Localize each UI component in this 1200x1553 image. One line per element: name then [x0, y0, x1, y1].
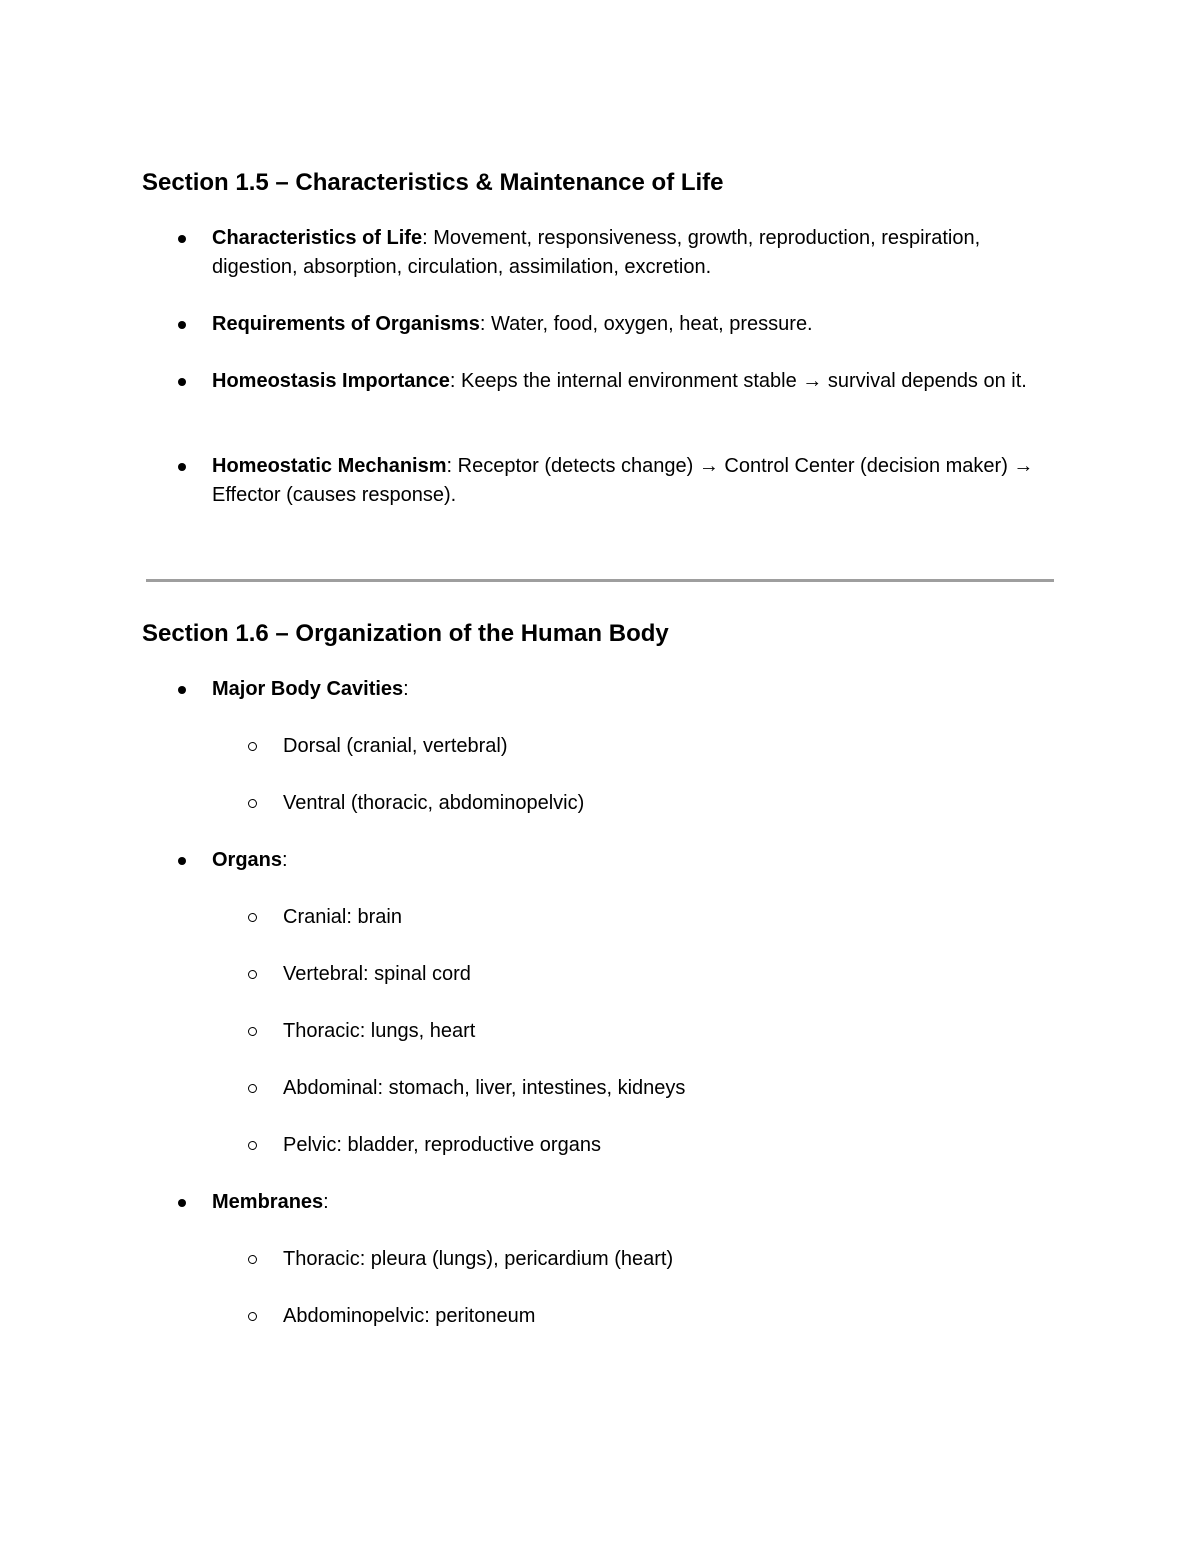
section-1-5-title: Section 1.5 – Characteristics & Maintenance of Life	[142, 169, 724, 196]
list-item-membranes	[212, 1188, 1062, 1217]
sub-item-text: Vertebral: spinal cord	[283, 963, 471, 985]
item-label: Organs	[212, 849, 283, 871]
item-label: Homeostatic Mechanism	[212, 455, 447, 477]
sub-item-text: Dorsal (cranial, vertebral)	[283, 735, 508, 757]
item-text: : Water, food, oxygen, heat, pressure.	[479, 313, 813, 335]
list-item-requirements-of-organisms	[212, 310, 1062, 339]
bullet-icon	[178, 463, 186, 471]
sub-item-abdominal	[283, 1074, 1083, 1103]
sub-item-cranial	[283, 903, 1083, 932]
section-1-6-title: Section 1.6 – Organization of the Human Body	[142, 620, 669, 647]
item-label: Characteristics of Life	[212, 227, 423, 249]
bullet-icon	[178, 235, 186, 243]
item-label: Requirements of Organisms	[212, 313, 480, 335]
item-text: : Receptor (detects change) → Control Center (decision maker) → Effector (causes response).	[212, 455, 1034, 506]
list-item-major-body-cavities	[212, 675, 1062, 704]
hollow-bullet-icon	[248, 1312, 257, 1321]
hollow-bullet-icon	[248, 1084, 257, 1093]
sub-item-ventral	[283, 789, 1083, 818]
sub-item-dorsal	[283, 732, 1083, 761]
bullet-icon	[178, 321, 186, 329]
hollow-bullet-icon	[248, 970, 257, 979]
item-label: Major Body Cavities	[212, 678, 404, 700]
sub-item-text: Pelvic: bladder, reproductive organs	[283, 1134, 601, 1156]
item-text: : Movement, responsiveness, growth, reproduction, respiration, digestion, absorption, circulation, assimilation, excretion.	[212, 227, 981, 278]
item-label: Homeostasis Importance	[212, 370, 450, 392]
sub-item-text: Thoracic: lungs, heart	[283, 1020, 476, 1042]
sub-item-thoracic	[283, 1017, 1083, 1046]
sub-item-text: Ventral (thoracic, abdominopelvic)	[283, 792, 585, 814]
item-text: :	[282, 849, 288, 871]
sub-item-thoracic-membranes	[283, 1245, 1083, 1274]
item-label: Membranes	[212, 1191, 324, 1213]
item-text: :	[323, 1191, 329, 1213]
sub-item-pelvic	[283, 1131, 1083, 1160]
sub-item-vertebral	[283, 960, 1083, 989]
sub-item-text: Abdominal: stomach, liver, intestines, kidneys	[283, 1077, 686, 1099]
hollow-bullet-icon	[248, 1141, 257, 1150]
bullet-icon	[178, 686, 186, 694]
item-text: :	[403, 678, 409, 700]
hollow-bullet-icon	[248, 1027, 257, 1036]
horizontal-divider	[146, 579, 1054, 582]
sub-item-abdominopelvic-membranes	[283, 1302, 1083, 1331]
hollow-bullet-icon	[248, 1255, 257, 1264]
bullet-icon	[178, 857, 186, 865]
list-item-homeostasis-importance	[212, 367, 1062, 396]
hollow-bullet-icon	[248, 742, 257, 751]
list-item-organs	[212, 846, 1062, 875]
list-item-characteristics-of-life	[212, 224, 1062, 282]
hollow-bullet-icon	[248, 799, 257, 808]
item-text: : Keeps the internal environment stable → survival depends on it.	[449, 370, 1027, 392]
list-item-homeostatic-mechanism	[212, 452, 1062, 510]
sub-item-text: Abdominopelvic: peritoneum	[283, 1305, 536, 1327]
sub-item-text: Thoracic: pleura (lungs), pericardium (heart)	[283, 1248, 674, 1270]
bullet-icon	[178, 1199, 186, 1207]
bullet-icon	[178, 378, 186, 386]
sub-item-text: Cranial: brain	[283, 906, 402, 928]
hollow-bullet-icon	[248, 913, 257, 922]
